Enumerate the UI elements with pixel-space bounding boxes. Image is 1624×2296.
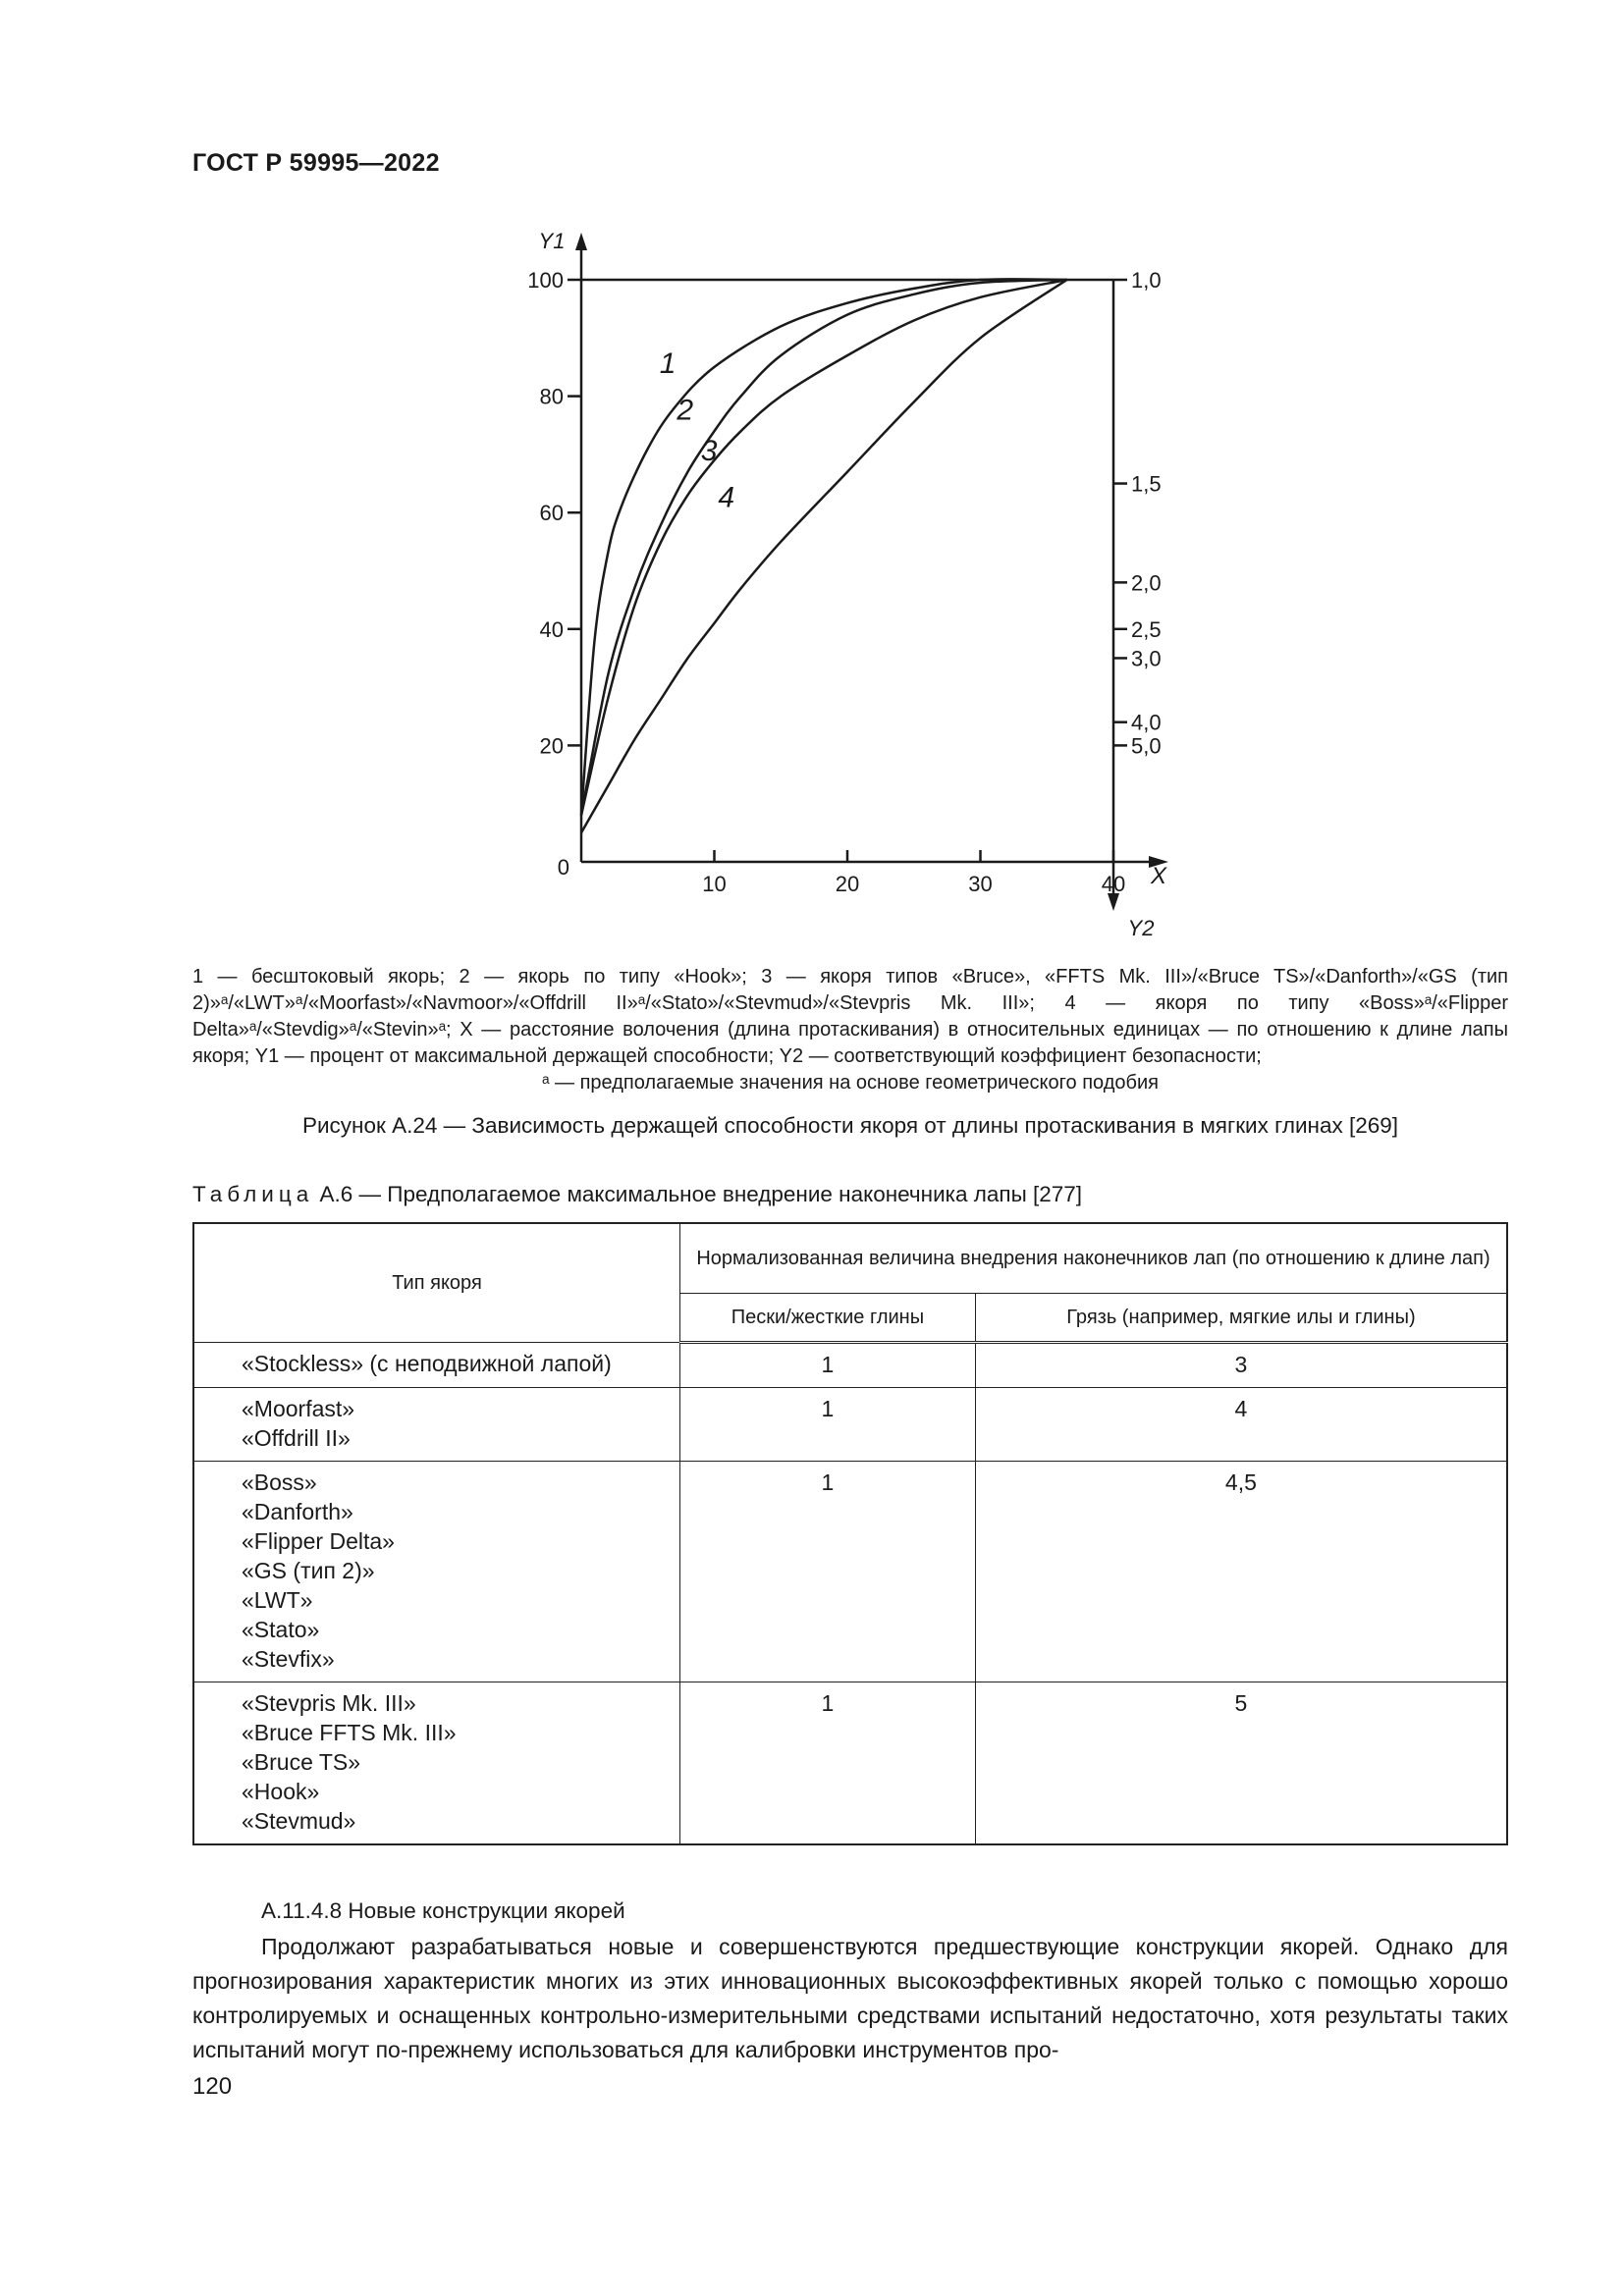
table-caption xyxy=(192,1182,1082,1207)
cell-sand-value: 1 xyxy=(680,1682,976,1845)
y2-axis-label: Y2 xyxy=(1127,916,1155,940)
anchor-type-name: «Moorfast» xyxy=(242,1396,355,1421)
anchor-type-name: «Hook» xyxy=(242,1779,320,1804)
y2-tick-label: 2,5 xyxy=(1131,616,1162,642)
figure-caption: Рисунок А.24 — Зависимость держащей способности якоря от длины протаскивания в мягких глинах [269] xyxy=(301,1113,1399,1138)
cell-mud-value: 4 xyxy=(975,1388,1507,1462)
page-number: 120 xyxy=(192,2073,233,2100)
x-tick-label: 20 xyxy=(835,872,860,896)
section-title: А.11.4.8 Новые конструкции якорей xyxy=(261,1898,625,1923)
anchor-type-name: «Offdrill II» xyxy=(242,1425,351,1451)
body-text xyxy=(192,1930,1508,2067)
cell-sand-value: 1 xyxy=(680,1462,976,1682)
curve-label-3: 3 xyxy=(700,434,718,467)
paragraph: Продолжают разрабатываться новые и совершенствуются предшествующие конструкции якорей. Однако для прогнозирования характеристик многих из этих инновационных высокоэффективных якорей только с помощью хорошо контролируемых и оснащенных контрольно-измерительными средствами испытаний недостаточно, хотя результаты таких испытаний могут по-прежнему использоваться для калибровки инструментов про- xyxy=(192,1934,1508,2062)
figure-legend xyxy=(192,964,1508,1096)
curve-label-4: 4 xyxy=(718,481,735,514)
table-row xyxy=(193,1388,1507,1462)
curve-label-2: 2 xyxy=(677,394,694,427)
anchor-type-name: «Stockless» (с неподвижной лапой) xyxy=(242,1351,612,1376)
anchor-type-name: «Stevmud» xyxy=(242,1808,356,1834)
table-caption-word: Таблица xyxy=(192,1182,314,1206)
cell-anchor-types xyxy=(193,1388,680,1462)
table-row xyxy=(193,1343,1507,1388)
y1-tick-label: 100 xyxy=(527,268,564,293)
y1-tick-label: 20 xyxy=(539,733,564,759)
origin-label: 0 xyxy=(557,855,569,880)
y2-tick-label: 1,0 xyxy=(1131,268,1162,293)
cell-anchor-types xyxy=(193,1343,680,1388)
header-anchor-type: Тип якоря xyxy=(193,1223,680,1343)
x-axis-label: X xyxy=(1150,863,1167,889)
cell-mud-value: 4,5 xyxy=(975,1462,1507,1682)
curve-1 xyxy=(581,279,1067,815)
cell-anchor-types xyxy=(193,1462,680,1682)
anchor-type-name: «GS (тип 2)» xyxy=(242,1558,375,1583)
y2-tick-label: 1,5 xyxy=(1131,471,1162,497)
anchor-penetration-table xyxy=(192,1222,1508,1845)
y1-axis-arrow xyxy=(575,233,587,250)
anchor-type-name: «Boss» xyxy=(242,1469,317,1495)
anchor-type-name: «Stato» xyxy=(242,1617,320,1642)
x-tick-label: 30 xyxy=(968,872,993,896)
curve-2 xyxy=(581,280,1067,816)
anchor-type-name: «Bruce FFTS Mk. III» xyxy=(242,1720,457,1745)
anchor-type-name: «Flipper Delta» xyxy=(242,1528,395,1554)
anchor-type-name: «Danforth» xyxy=(242,1499,353,1524)
legend-text: 1 — бесштоковый якорь; 2 — якорь по типу «Hook»; 3 — якоря типов «Bruce», «FFTS Mk. III»/«Bruce TS»/«Danforth»/«GS (тип 2)»ᵃ/«LWT»ᵃ/«Moorfast»/«Navmoor»/«Offdrill II»ᵃ/«Stato»/«Stevmud»/«Stevpris Mk. III»; 4 — якоря по типу «Boss»ᵃ/«Flipper Delta»ᵃ/«Stevdig»ᵃ/«Stevin»ᵃ; X — расстояние волочения (длина протаскивания) в относительных единицах — по отношению к длине лапы якоря; Y1 — процент от максимальной держащей способности; Y2 — соответствующий коэффициент безопасности; xyxy=(192,966,1508,1067)
document-header: ГОСТ Р 59995—2022 xyxy=(192,149,440,177)
curve-3 xyxy=(581,280,1067,816)
y2-tick-label: 4,0 xyxy=(1131,710,1162,735)
cell-mud-value: 5 xyxy=(975,1682,1507,1845)
cell-sand-value: 1 xyxy=(680,1388,976,1462)
header-sand: Пески/жесткие глины xyxy=(680,1294,976,1343)
header-mud: Грязь (например, мягкие илы и глины) xyxy=(975,1294,1507,1343)
y1-axis-label: Y1 xyxy=(538,229,566,253)
anchor-type-name: «Stevfix» xyxy=(242,1646,335,1672)
header-normalized-penetration: Нормализованная величина внедрения наконечников лап (по отношению к длине лап) xyxy=(680,1223,1508,1294)
table-body xyxy=(193,1343,1507,1845)
cell-sand-value: 1 xyxy=(680,1343,976,1388)
anchor-type-name: «Bruce TS» xyxy=(242,1749,361,1775)
legend-footnote: ᵃ — предполагаемые значения на основе геометрического подобия xyxy=(542,1072,1159,1094)
cell-anchor-types xyxy=(193,1682,680,1845)
table-caption-text: А.6 — Предполагаемое максимальное внедрение наконечника лапы [277] xyxy=(319,1182,1083,1206)
curve-label-1: 1 xyxy=(659,347,677,380)
y2-tick-label: 3,0 xyxy=(1131,646,1162,671)
y1-tick-label: 80 xyxy=(539,384,564,409)
table-row xyxy=(193,1682,1507,1845)
anchor-type-name: «LWT» xyxy=(242,1587,313,1613)
table-row xyxy=(193,1462,1507,1682)
y2-tick-label: 5,0 xyxy=(1131,733,1162,759)
x-tick-label: 40 xyxy=(1101,872,1126,896)
x-tick-label: 10 xyxy=(702,872,727,896)
anchor-type-name: «Stevpris Mk. III» xyxy=(242,1690,416,1716)
y1-tick-label: 40 xyxy=(539,616,564,642)
y2-tick-label: 2,0 xyxy=(1131,570,1162,596)
cell-mud-value: 3 xyxy=(975,1343,1507,1388)
y1-tick-label: 60 xyxy=(539,501,564,526)
holding-capacity-chart xyxy=(511,221,1237,947)
